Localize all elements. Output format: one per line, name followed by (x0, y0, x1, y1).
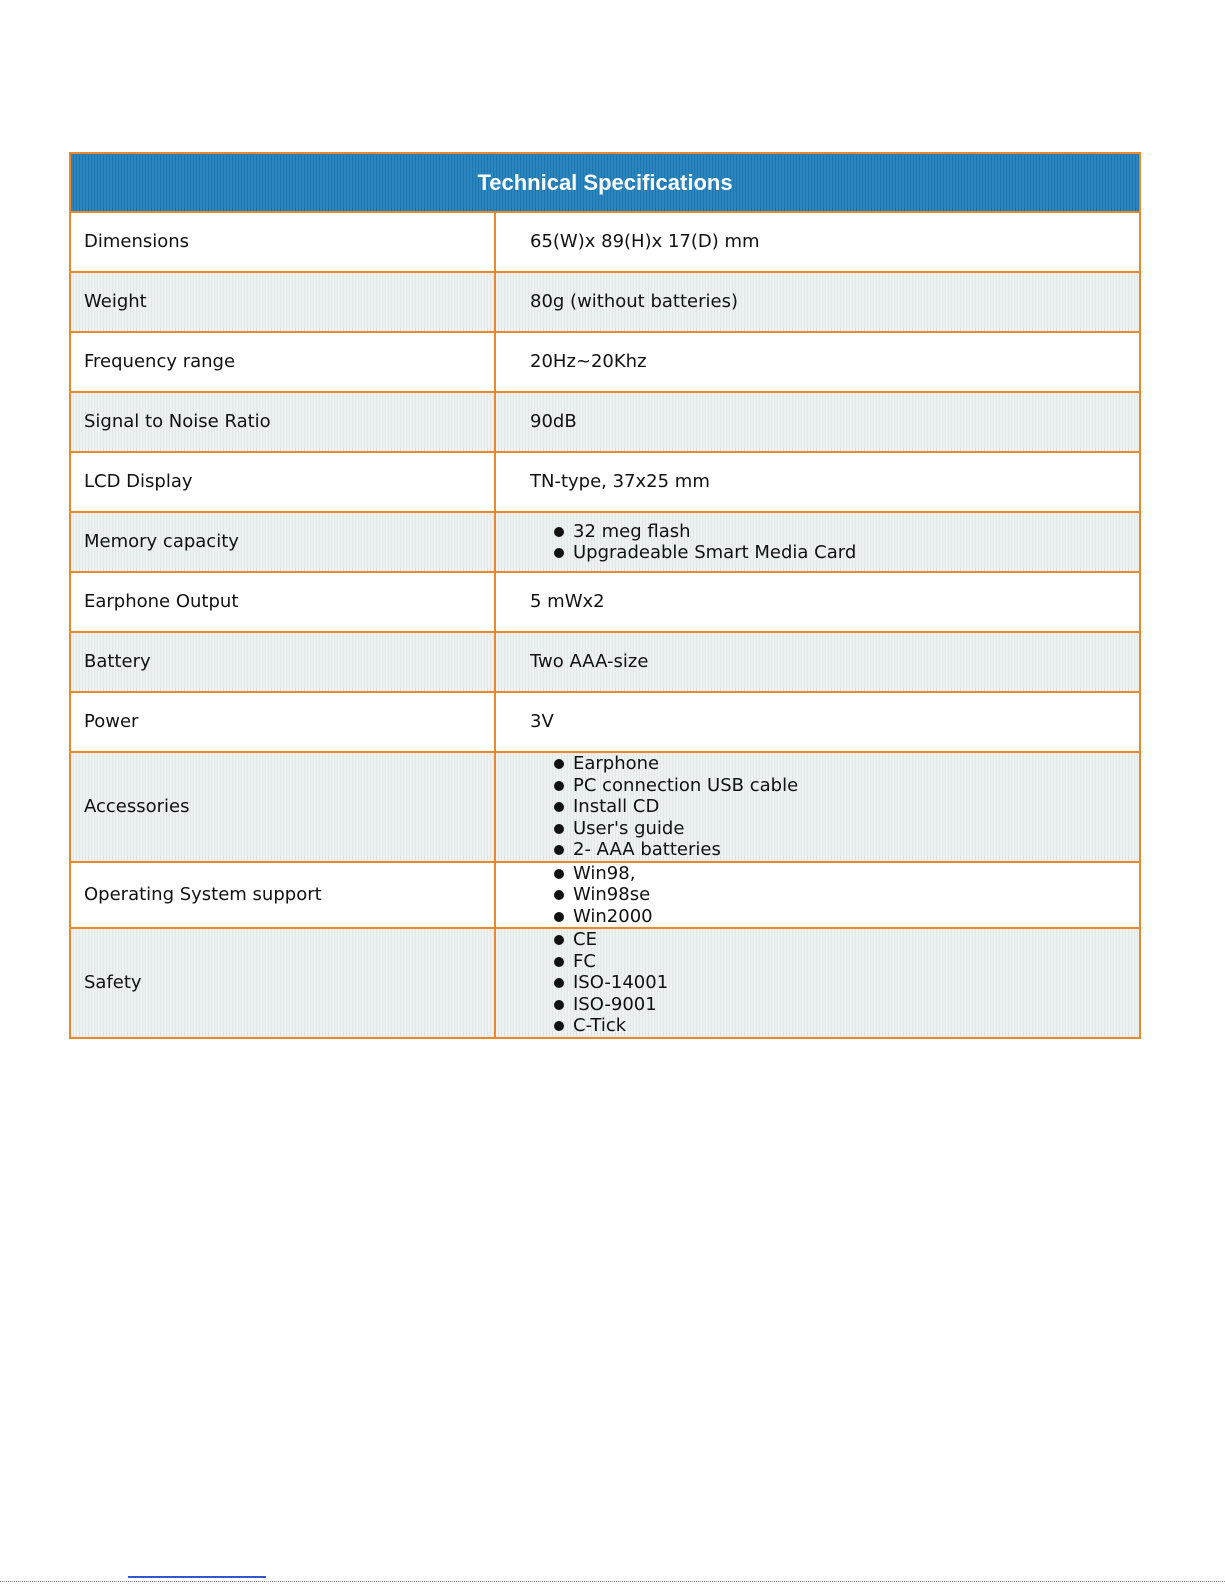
list-item: 2- AAA batteries (554, 839, 1139, 861)
row-label: Memory capacity (70, 512, 495, 572)
row-label: Dimensions (70, 212, 495, 272)
row-label: Power (70, 692, 495, 752)
list-item: Win2000 (554, 906, 1139, 928)
list-item: 32 meg flash (554, 521, 1139, 543)
list-item: Win98, (554, 863, 1139, 885)
row-label: Earphone Output (70, 572, 495, 632)
table-row (70, 452, 1140, 512)
table-title: Technical Specifications (70, 153, 1140, 212)
table-row (70, 928, 1140, 1038)
row-label: Operating System support (70, 862, 495, 929)
row-label: Safety (70, 928, 495, 1038)
row-label: LCD Display (70, 452, 495, 512)
row-value: TN-type, 37x25 mm (495, 452, 1140, 512)
table-row (70, 212, 1140, 272)
table-row (70, 632, 1140, 692)
list-item: Earphone (554, 753, 1139, 775)
row-value: 90dB (495, 392, 1140, 452)
row-value: 20Hz~20Khz (495, 332, 1140, 392)
row-value: 65(W)x 89(H)x 17(D) mm (495, 212, 1140, 272)
list-item: Upgradeable Smart Media Card (554, 542, 1139, 564)
bullet-list (530, 929, 1139, 1037)
row-value: 80g (without batteries) (495, 272, 1140, 332)
list-item: FC (554, 951, 1139, 973)
footer-link-underline (128, 1576, 266, 1578)
row-label: Battery (70, 632, 495, 692)
table-row (70, 862, 1140, 929)
table-row (70, 692, 1140, 752)
table-row (70, 392, 1140, 452)
page-bottom-rule (0, 1581, 1225, 1584)
bullet-list (530, 521, 1139, 564)
table-row (70, 512, 1140, 572)
table-row (70, 572, 1140, 632)
table-row (70, 752, 1140, 862)
row-value: Two AAA-size (495, 632, 1140, 692)
row-value (495, 862, 1140, 929)
list-item: ISO-14001 (554, 972, 1139, 994)
list-item: PC connection USB cable (554, 775, 1139, 797)
table-row (70, 272, 1140, 332)
row-label: Signal to Noise Ratio (70, 392, 495, 452)
row-label: Frequency range (70, 332, 495, 392)
spec-table (69, 152, 1141, 1039)
list-item: ISO-9001 (554, 994, 1139, 1016)
list-item: Install CD (554, 796, 1139, 818)
row-label: Accessories (70, 752, 495, 862)
row-label: Weight (70, 272, 495, 332)
list-item: Win98se (554, 884, 1139, 906)
row-value (495, 752, 1140, 862)
bullet-list (530, 753, 1139, 861)
row-value (495, 512, 1140, 572)
table-row (70, 332, 1140, 392)
row-value: 3V (495, 692, 1140, 752)
list-item: C-Tick (554, 1015, 1139, 1037)
row-value (495, 928, 1140, 1038)
table-header-row (70, 153, 1140, 212)
bullet-list (530, 863, 1139, 928)
row-value: 5 mWx2 (495, 572, 1140, 632)
list-item: User's guide (554, 818, 1139, 840)
list-item: CE (554, 929, 1139, 951)
